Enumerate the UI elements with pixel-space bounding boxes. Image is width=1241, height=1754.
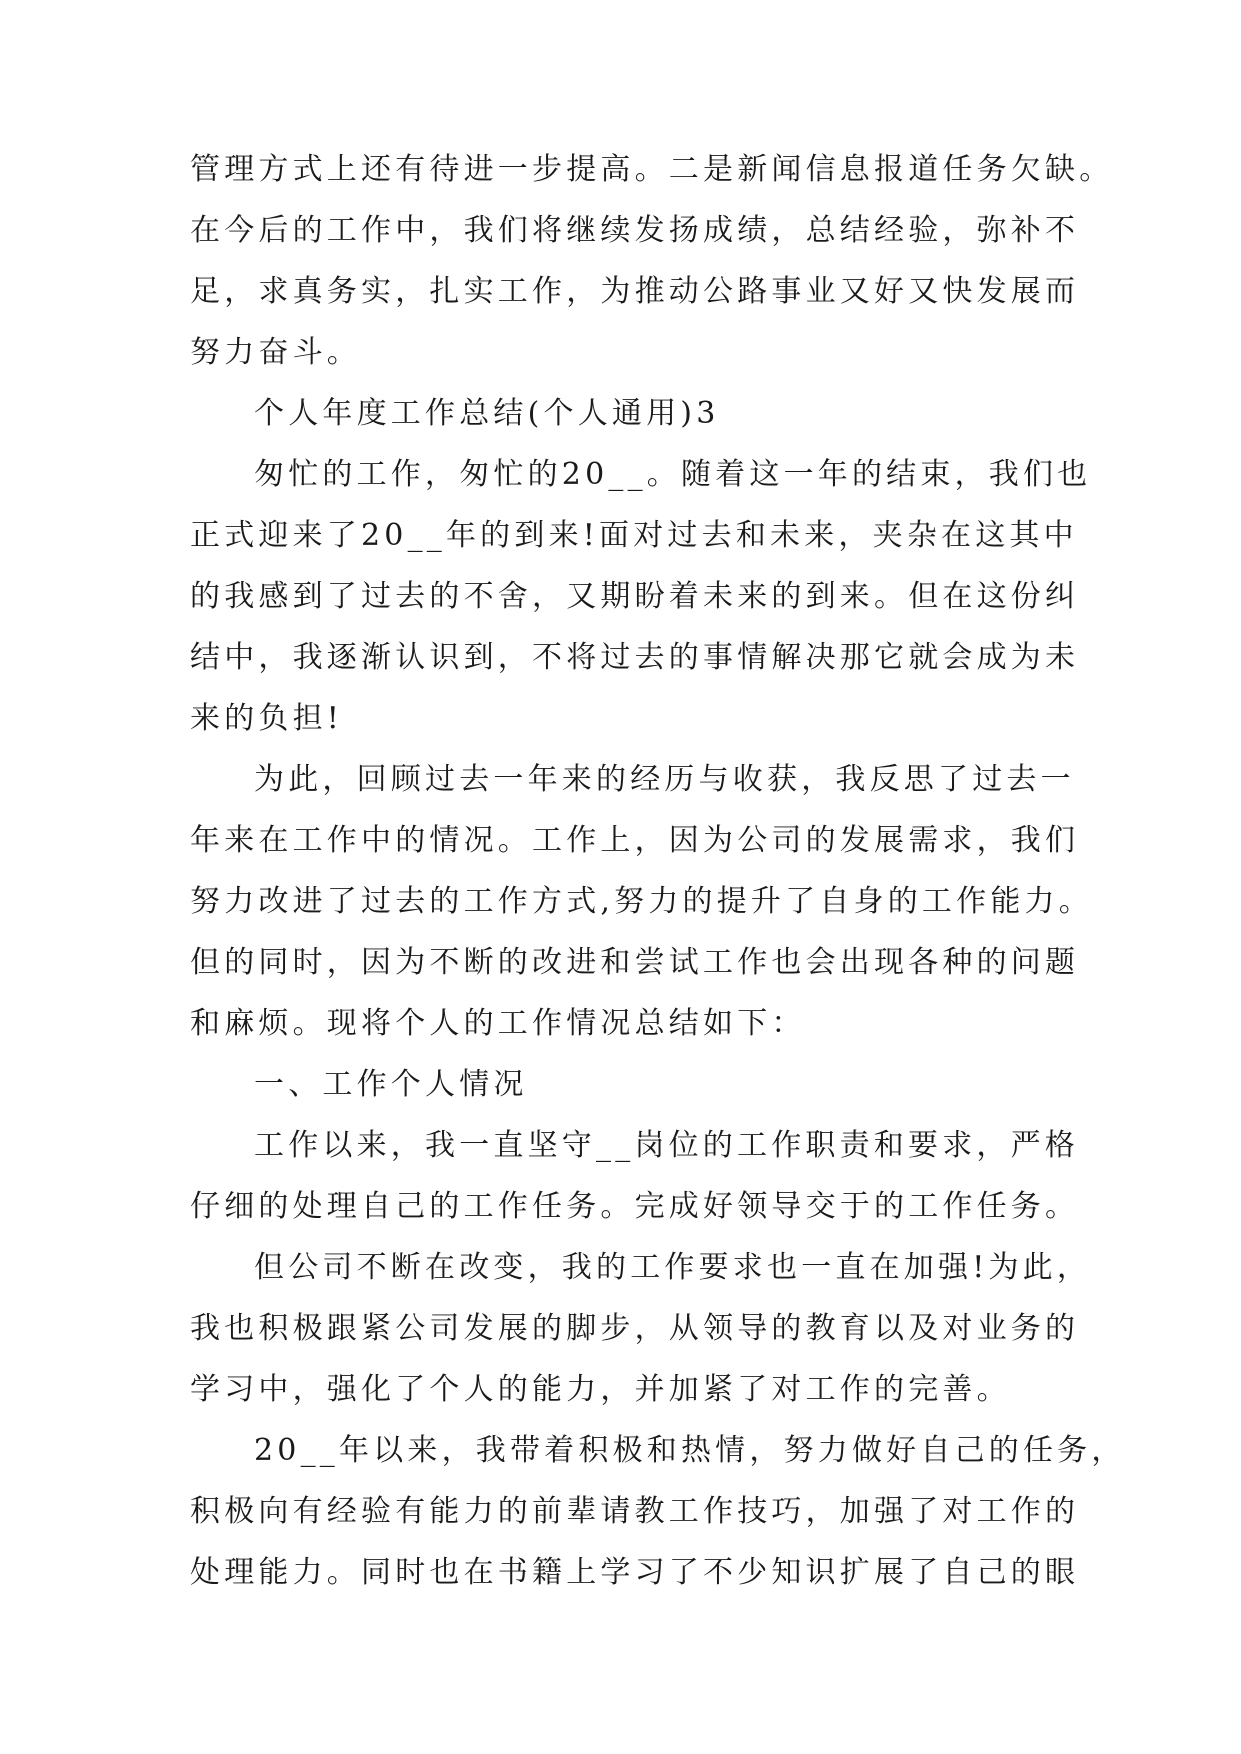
text-line: 但的同时，因为不断的改进和尝试工作也会出现各种的问题 xyxy=(190,945,1080,980)
text-line: 20__年以来，我带着积极和热情，努力做好自己的任务， xyxy=(254,1433,1126,1468)
text-line: 结中，我逐渐认识到，不将过去的事情解决那它就会成为未 xyxy=(190,640,1080,675)
text-line: 学习中，强化了个人的能力，并加紧了对工作的完善。 xyxy=(190,1372,1011,1407)
text-line: 匆忙的工作，匆忙的20__。随着这一年的结束，我们也 xyxy=(254,457,1092,492)
text-line: 我也积极跟紧公司发展的脚步，从领导的教育以及对业务的 xyxy=(190,1311,1080,1346)
section-heading: 个人年度工作总结(个人通用)3 xyxy=(254,396,720,431)
text-line: 仔细的处理自己的工作任务。完成好领导交于的工作任务。 xyxy=(190,1189,1080,1224)
text-line: 努力奋斗。 xyxy=(190,335,361,370)
text-line: 来的负担! xyxy=(190,701,344,736)
text-line: 积极向有经验有能力的前辈请教工作技巧，加强了对工作的 xyxy=(190,1494,1080,1529)
text-line: 在今后的工作中，我们将继续发扬成绩，总结经验，弥补不 xyxy=(190,213,1080,248)
text-line: 工作以来，我一直坚守__岗位的工作职责和要求，严格 xyxy=(254,1128,1079,1163)
text-line: 但公司不断在改变，我的工作要求也一直在加强!为此， xyxy=(254,1250,1092,1285)
text-line: 管理方式上还有待进一步提高。二是新闻信息报道任务欠缺。 xyxy=(190,152,1114,187)
text-line: 正式迎来了20__年的到来!面对过去和未来，夹杂在这其中 xyxy=(190,518,1078,553)
text-line: 的我感到了过去的不舍，又期盼着未来的到来。但在这份纠 xyxy=(190,579,1080,614)
text-line: 努力改进了过去的工作方式,努力的提升了自身的工作能力。 xyxy=(190,884,1093,919)
text-line: 处理能力。同时也在书籍上学习了不少知识扩展了自己的眼 xyxy=(190,1555,1080,1590)
text-line: 足，求真务实，扎实工作，为推动公路事业又好又快发展而 xyxy=(190,274,1080,309)
text-line: 和麻烦。现将个人的工作情况总结如下： xyxy=(190,1006,806,1041)
text-line: 年来在工作中的情况。工作上，因为公司的发展需求，我们 xyxy=(190,823,1080,858)
subsection-heading: 一、工作个人情况 xyxy=(254,1067,528,1102)
text-line: 为此，回顾过去一年来的经历与收获，我反思了过去一 xyxy=(254,762,1075,797)
